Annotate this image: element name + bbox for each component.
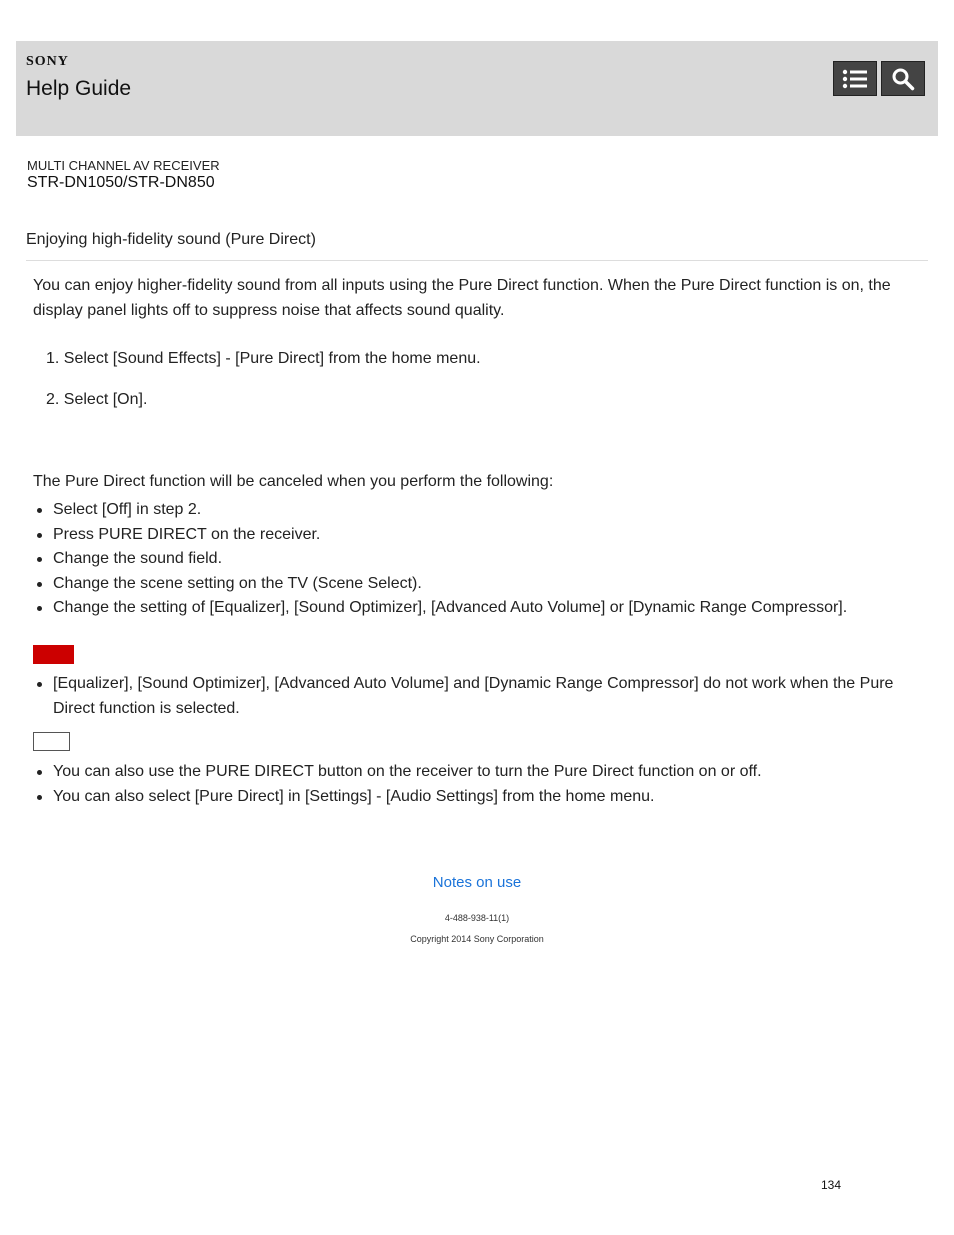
cancel-intro: The Pure Direct function will be canceled when you perform the following:	[33, 473, 554, 490]
sony-logo: SONY	[26, 54, 69, 69]
list-item: Select [Off] in step 2.	[33, 498, 913, 523]
step-1: 1. Select [Sound Effects] - [Pure Direct] from the home menu.	[46, 350, 481, 367]
search-button[interactable]	[881, 61, 925, 96]
model-name: STR-DN1050/STR-DN850	[27, 174, 215, 191]
step-2: 2. Select [On].	[46, 391, 148, 408]
list-item: Change the setting of [Equalizer], [Sound Optimizer], [Advanced Auto Volume] or [Dynamic Range Compressor].	[33, 596, 913, 621]
search-icon	[891, 67, 915, 91]
copyright-text: Copyright 2014 Sony Corporation	[410, 934, 544, 944]
hint-list	[33, 760, 913, 809]
cancel-list	[33, 498, 913, 621]
list-button[interactable]	[833, 61, 877, 96]
notes-on-use-link[interactable]: Notes on use	[432, 874, 522, 891]
list-item: [Equalizer], [Sound Optimizer], [Advanced Auto Volume] and [Dynamic Range Compressor] do not work when the Pure Direct function is selected.	[33, 672, 913, 721]
document-number: 4-488-938-11(1)	[444, 913, 510, 923]
list-item: Change the scene setting on the TV (Scene Select).	[33, 572, 913, 597]
divider	[26, 260, 928, 261]
list-icon	[842, 68, 868, 90]
page-number: 134	[821, 1178, 842, 1192]
list-item: You can also use the PURE DIRECT button on the receiver to turn the Pure Direct function on or off.	[33, 760, 913, 785]
header-bar	[16, 41, 938, 136]
note-list	[33, 672, 913, 721]
note-badge	[33, 645, 74, 664]
hint-badge	[33, 732, 70, 751]
list-item: You can also select [Pure Direct] in [Settings] - [Audio Settings] from the home menu.	[33, 785, 913, 810]
model-category: MULTI CHANNEL AV RECEIVER	[27, 158, 220, 173]
list-item: Press PURE DIRECT on the receiver.	[33, 523, 913, 548]
topic-title: Enjoying high-fidelity sound (Pure Direct)	[26, 231, 316, 248]
help-guide-title: Help Guide	[26, 77, 132, 100]
intro-paragraph: You can enjoy higher-fidelity sound from all inputs using the Pure Direct function. When the Pure Direct function is on, the display panel lights off to suppress noise that affects sound quality.	[33, 277, 891, 319]
list-item: Change the sound field.	[33, 547, 913, 572]
